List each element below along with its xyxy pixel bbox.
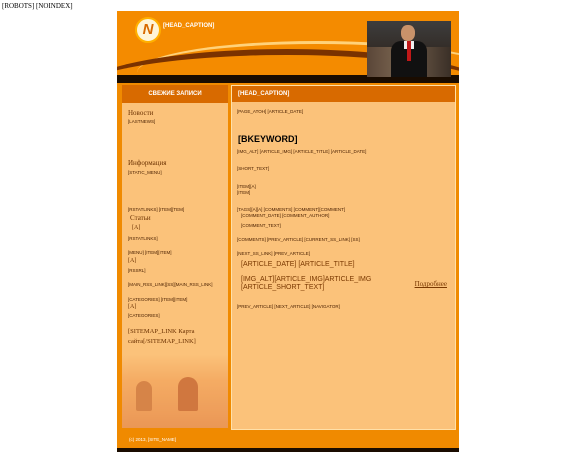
next-links[interactable]: [NEXT_SS_LINK] [PREV_ARTICLE] [237,251,310,256]
photo-person [178,377,198,411]
article-title[interactable]: [ARTICLE_DATE] [ARTICLE_TITLE] [241,261,355,268]
article-short-text: [ARTICLE_SHORT_TEXT] [241,284,325,291]
site-container [117,11,459,452]
comments-meta: [COMMENT_DATE] [COMMENT_AUTHOR] [241,213,330,218]
item-text: [ITEM] [237,190,251,195]
item-link[interactable]: [ITEM][A] [237,184,256,189]
footer [117,430,459,452]
sidebar-statlinks-2[interactable]: [RSTATLINKS] [128,236,158,241]
sidebar-menu[interactable]: [MENU] [ITEM][ITEM] [128,250,172,255]
sidebar-menu-link[interactable]: [A] [128,258,137,264]
header [117,11,459,83]
head-caption: [HEAD_CAPTION] [163,23,215,29]
sidebar-articles-title: Статьи [130,214,151,222]
sidebar-statlinks[interactable]: [RSTATLINKS] [ITEM][TEM] [128,207,185,212]
sidebar-news-title: Новости [128,109,154,117]
footer-band [117,448,459,452]
main-content [231,85,456,430]
sidebar-sitemap-1[interactable]: [SITEMAP_LINK Карта [128,328,195,335]
keyword-heading: [BKEYWORD] [238,134,298,144]
photo-person [136,381,152,411]
main-title: [HEAD_CAPTION] [232,86,455,102]
article-navigator[interactable]: [PREV_ARTICLE] [NEXT_ARTICLE] [NAVIGATOR] [237,304,340,309]
sidebar-rss-link[interactable]: [MAIN_RSS_LINK][SS][MAIN_RSS_LINK] [128,282,213,287]
sidebar-sitemap-2[interactable]: сайта[/SITEMAP_LINK] [128,338,196,345]
sidebar-categories[interactable]: [CATEGORIES] [ITEM][ITEM] [128,297,188,302]
comment-text: [COMMENT_TEXT] [241,223,281,228]
prev-next-line[interactable]: [COMMENTS] [PREV_ARTICLE] [CURRENT_SS_LINK] [SS] [237,237,360,242]
sidebar-photo [122,355,228,428]
short-text: [SHORT_TEXT] [237,166,270,171]
sidebar-news-text[interactable]: [LASTNEWS] [128,119,156,124]
sidebar [122,85,228,428]
sidebar-categories-link[interactable]: [A] [128,304,137,310]
sidebar-rssrl[interactable]: [RSSRL] [128,268,146,273]
header-photo [367,21,451,77]
sidebar-info-text[interactable]: [STATIC_MENU] [128,170,162,175]
sidebar-articles-link[interactable]: [A] [132,225,141,231]
logo[interactable]: N [135,17,161,43]
sidebar-info-title: Информация [128,159,167,167]
comments-line[interactable]: [TAGS][A][A] [COMMENTS] [COMMENT][COMMENT] [237,207,346,212]
photo-tie [407,41,411,61]
page-date: [PAGE_ATOH] [ARTICLE_DATE] [237,109,304,114]
article-img-line: [IMG_ALT][ARTICLE_IMG]ARTICLE_IMG [241,276,372,283]
photo-face [401,25,415,41]
top-note: [ROBOTS] [NOINDEX] [2,2,73,10]
article-meta: [IMG_ALT] [ARTICLE_IMG] [ARTICLE_TITLE] [ARTICLE_DATE] [237,149,367,154]
read-more-link[interactable]: Подробнее [414,280,447,288]
copyright: (c) 2013, [SITE_NAME] [129,437,177,442]
sidebar-categories-end[interactable]: [CATEGORIES] [128,313,160,318]
sidebar-title: СВЕЖИЕ ЗАПИСИ [122,85,228,103]
